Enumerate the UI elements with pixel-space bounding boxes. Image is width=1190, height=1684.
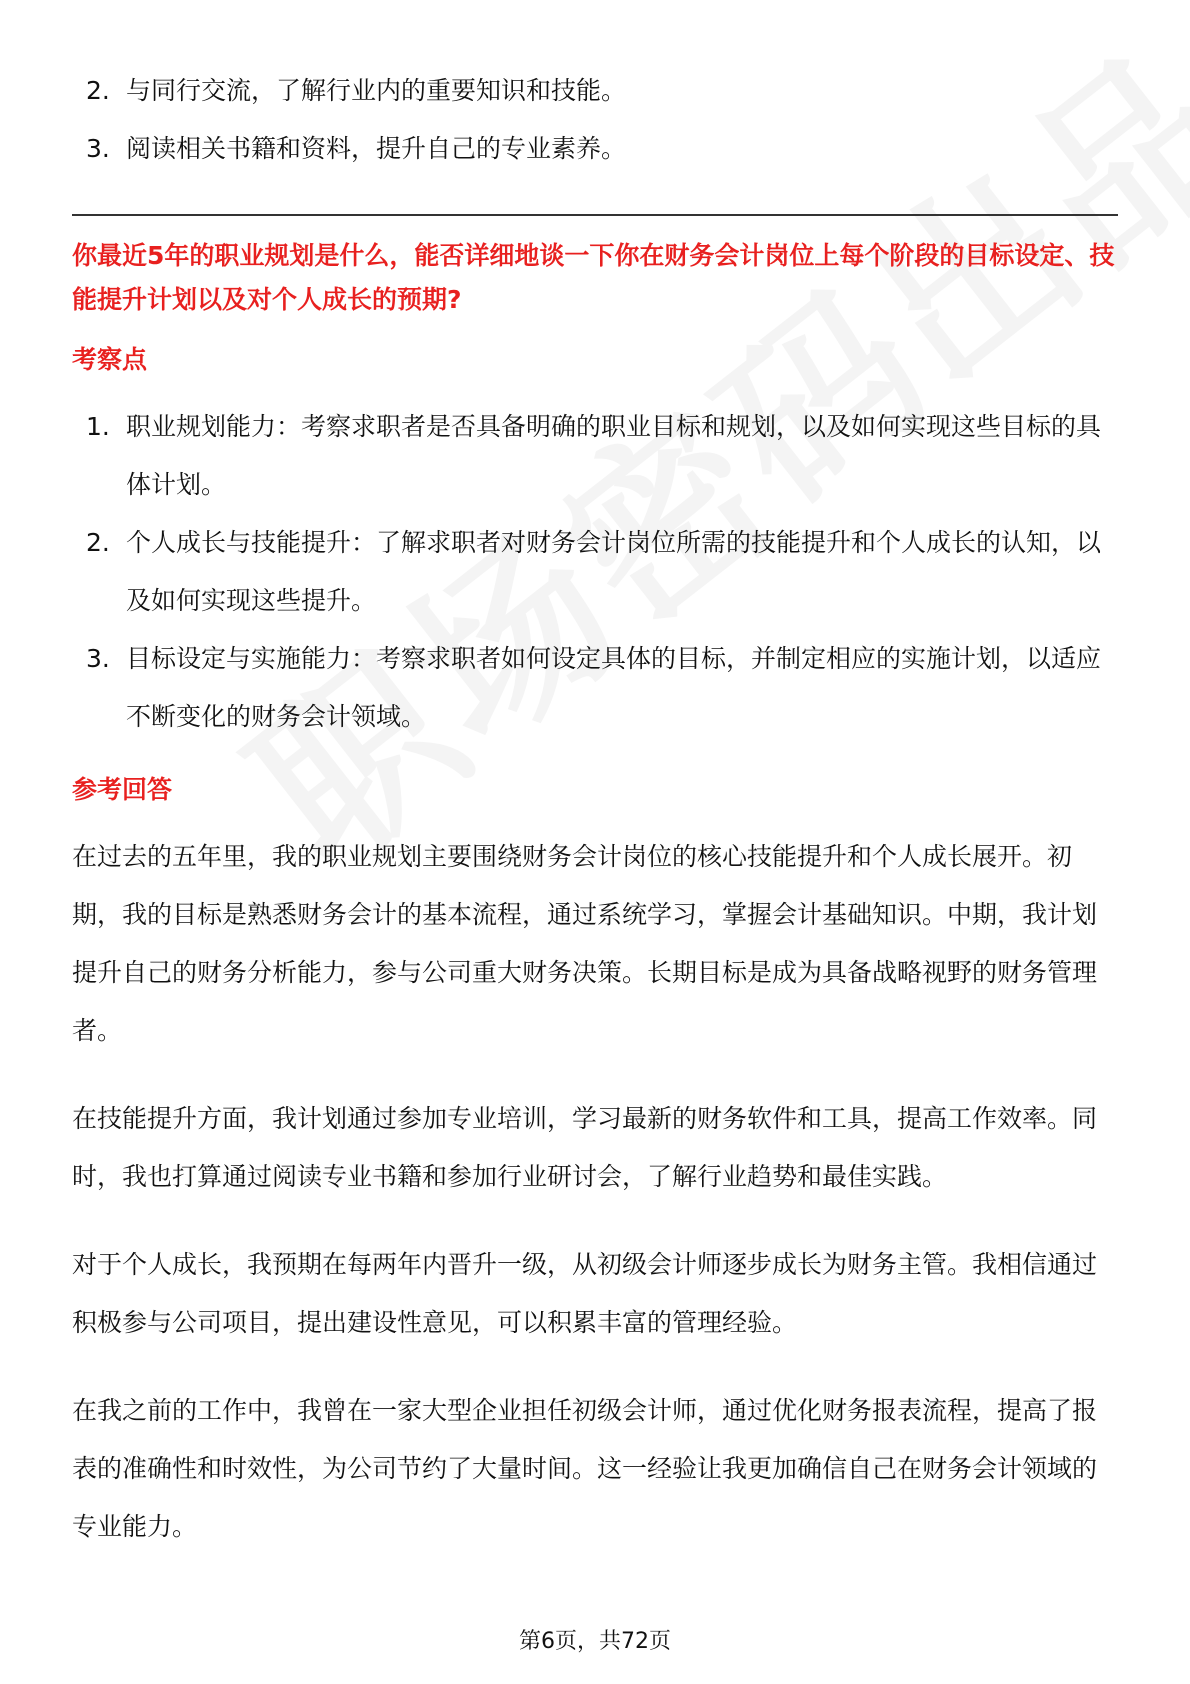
list-text: 与同行交流，了解行业内的重要知识和技能。 (126, 76, 627, 105)
answer-paragraph: 对于个人成长，我预期在每两年内晋升一级，从初级会计师逐步成长为财务主管。我相信通过积极参与公司项目，提出建设性意见，可以积累丰富的管理经验。 (72, 1250, 1098, 1337)
question-heading: 你最近5年的职业规划是什么，能否详细地谈一下你在财务会计岗位上每个阶段的目标设定、技能提升计划以及对个人成长的预期? (72, 241, 1115, 314)
list-text: 个人成长与技能提升：了解求职者对财务会计岗位所需的技能提升和个人成长的认知，以及如何实现这些提升。 (126, 528, 1102, 615)
answer-paragraph: 在过去的五年里，我的职业规划主要围绕财务会计岗位的核心技能提升和个人成长展开。初期，我的目标是熟悉财务会计的基本流程，通过系统学习，掌握会计基础知识。中期，我计划提升自己的财务分析能力，参与公司重大财务决策。长期目标是成为具备战略视野的财务管理者。 (72, 842, 1098, 1045)
list-item (72, 514, 1118, 630)
list-item (72, 120, 1118, 178)
answer-heading: 参考回答 (72, 775, 173, 804)
page-number: 第6页，共72页 (519, 1629, 671, 1654)
list-number: 2. (86, 528, 110, 557)
list-text: 阅读相关书籍和资料，提升自己的专业素养。 (126, 134, 627, 163)
list-number: 3. (86, 134, 110, 163)
section-divider (72, 214, 1118, 216)
list-item (72, 630, 1118, 746)
list-text: 职业规划能力：考察求职者是否具备明确的职业目标和规划，以及如何实现这些目标的具体计划。 (126, 412, 1102, 499)
examine-heading: 考察点 (72, 345, 148, 374)
examine-list (72, 398, 1118, 746)
answer-paragraph: 在我之前的工作中，我曾在一家大型企业担任初级会计师，通过优化财务报表流程，提高了报表的准确性和时效性，为公司节约了大量时间。这一经验让我更加确信自己在财务会计领域的专业能力。 (72, 1396, 1098, 1541)
continued-list (72, 62, 1118, 178)
list-text: 目标设定与实施能力：考察求职者如何设定具体的目标，并制定相应的实施计划，以适应不断变化的财务会计领域。 (126, 644, 1102, 731)
list-number: 3. (86, 644, 110, 673)
answer-paragraph: 在技能提升方面，我计划通过参加专业培训，学习最新的财务软件和工具，提高工作效率。同时，我也打算通过阅读专业书籍和参加行业研讨会，了解行业趋势和最佳实践。 (72, 1104, 1098, 1191)
page-content (72, 62, 1118, 1586)
list-number: 1. (86, 412, 110, 441)
list-item (72, 62, 1118, 120)
list-item (72, 398, 1118, 514)
list-number: 2. (86, 76, 110, 105)
